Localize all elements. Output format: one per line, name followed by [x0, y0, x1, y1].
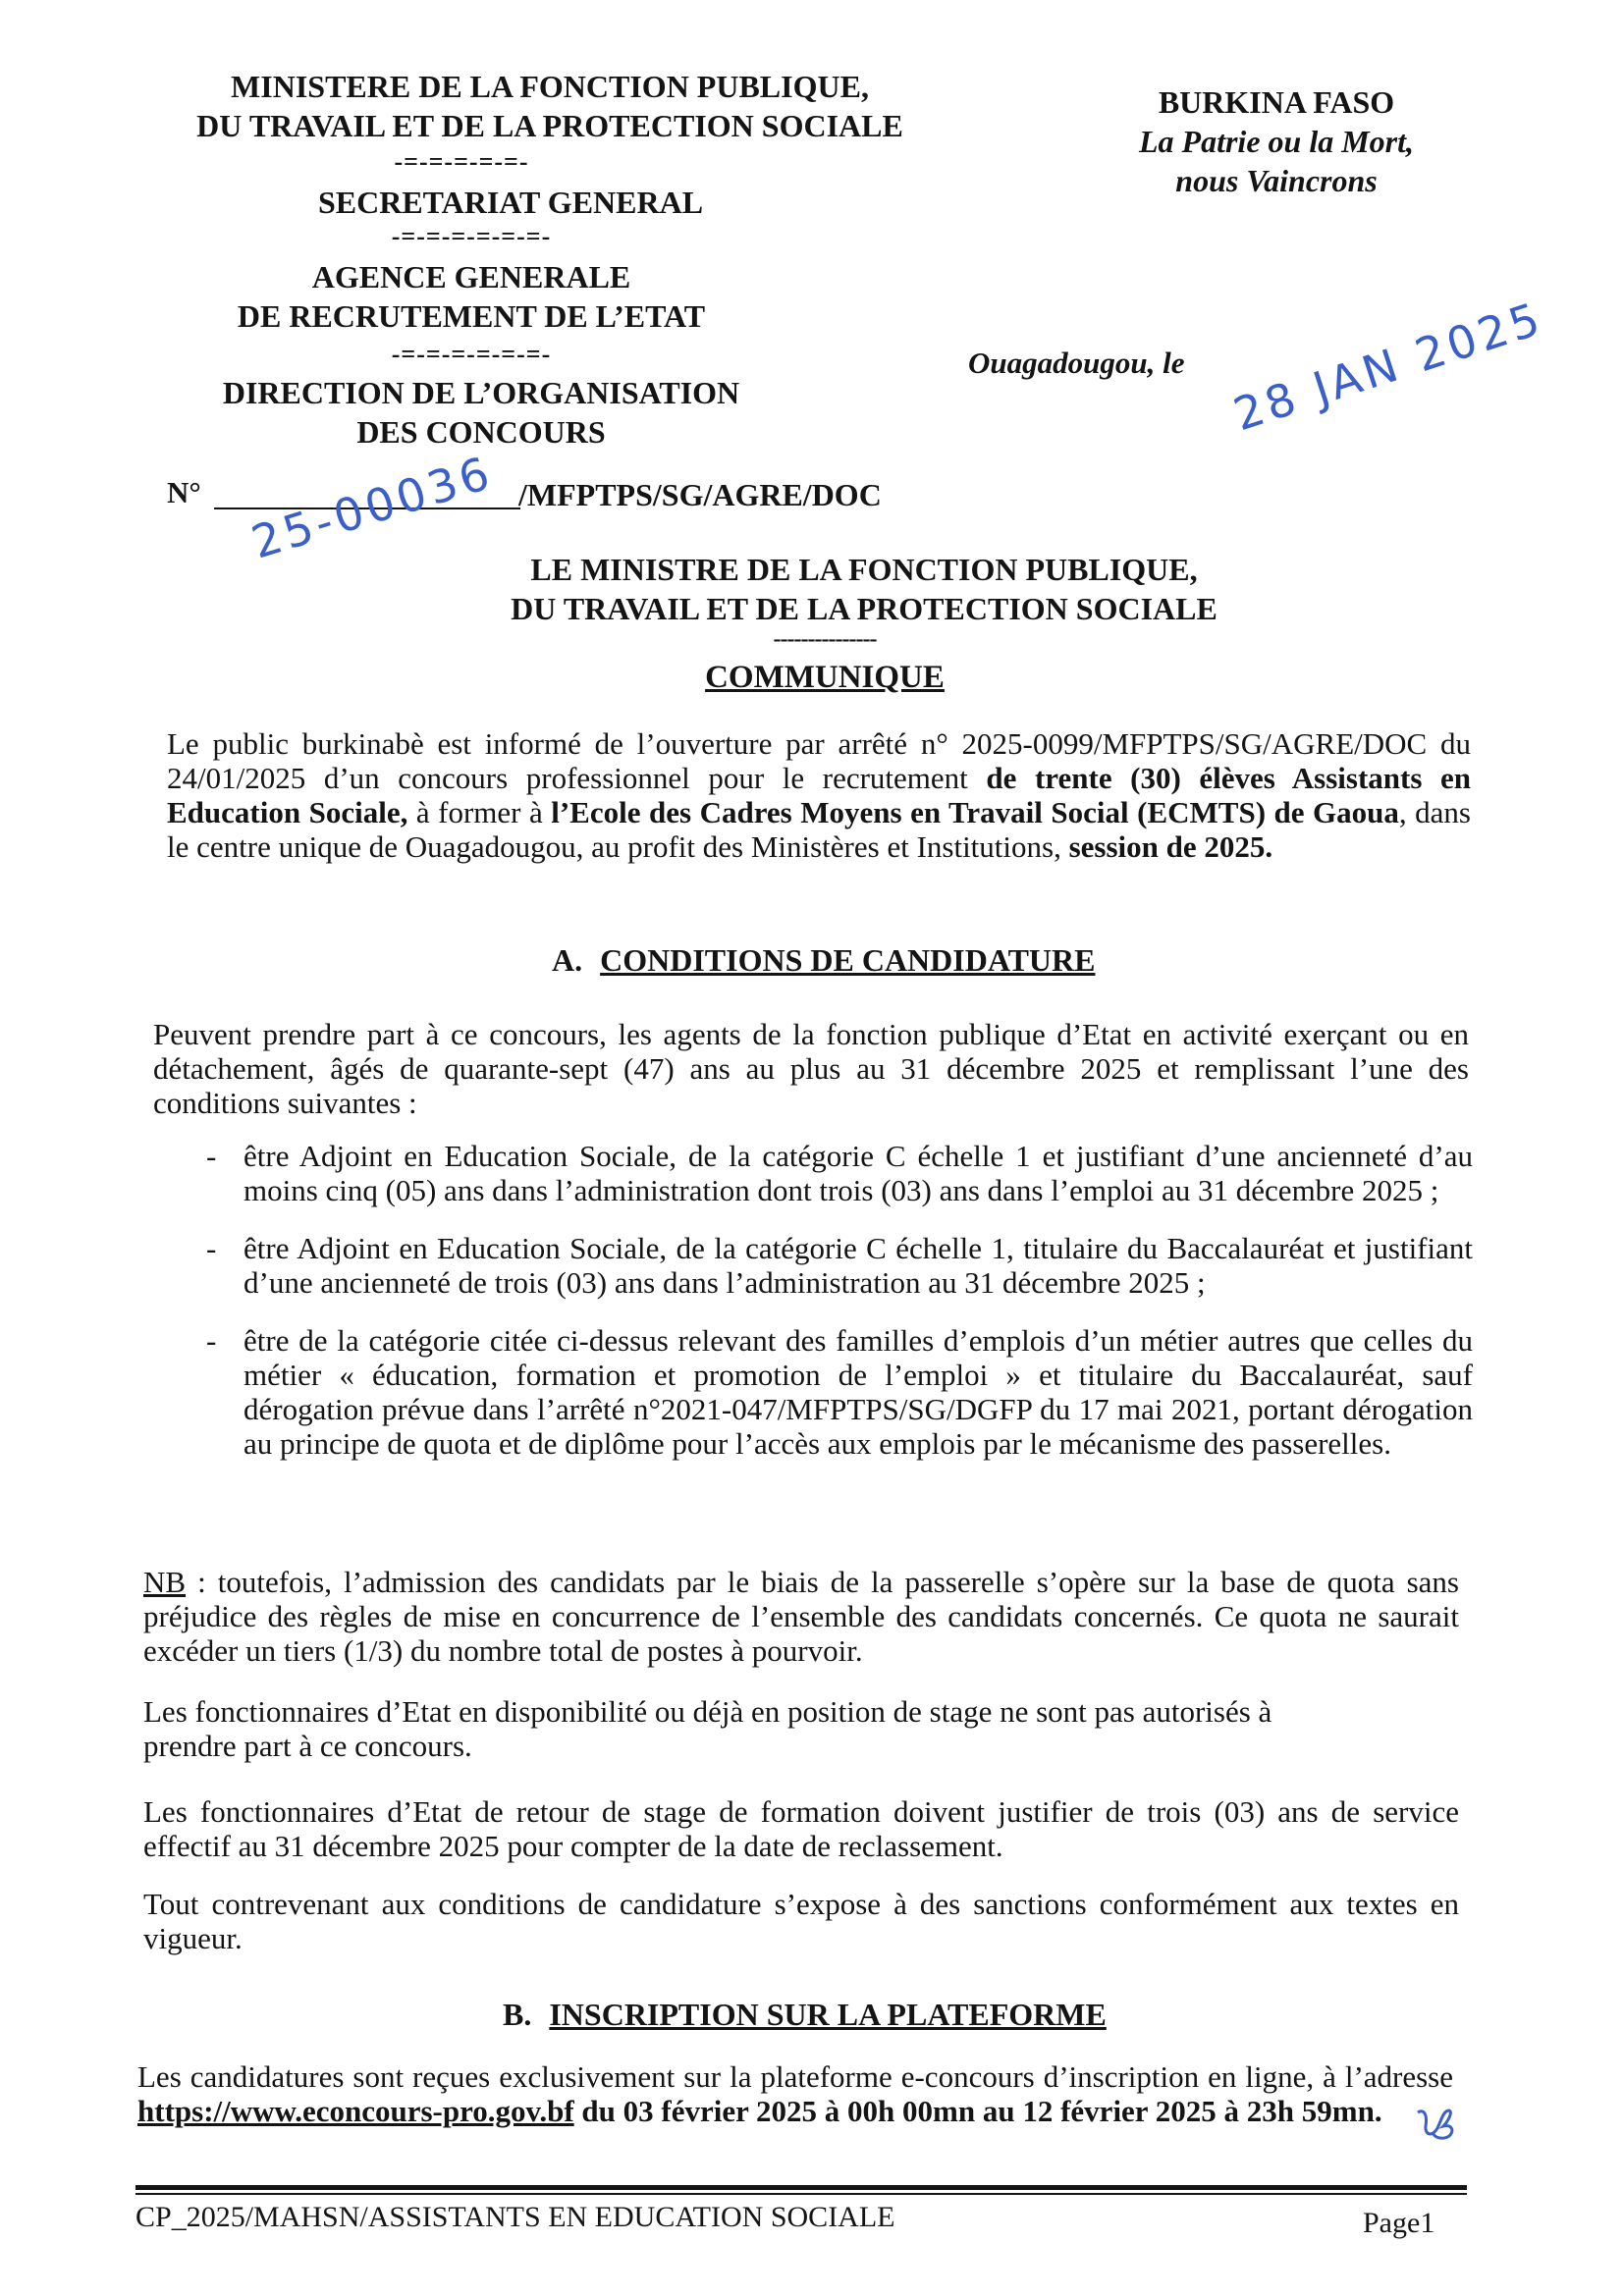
- section-a-heading: CONDITIONS DE CANDIDATURE: [600, 942, 1096, 978]
- country-name: BURKINA FASO: [1158, 84, 1395, 120]
- minister-title: [373, 550, 1355, 628]
- list-item: [206, 1323, 1473, 1461]
- section-a-letter: A.: [552, 942, 583, 978]
- section-b-letter: B.: [503, 1997, 532, 2032]
- city-date-label: Ouagadougou, le: [968, 346, 1185, 380]
- section-b-dates: du 03 février 2025 à 00h 00mn au 12 février 2025 à 23h 59mn.: [573, 2094, 1382, 2128]
- bullet-dash: -: [206, 1139, 217, 1173]
- header-left: [167, 67, 933, 145]
- nb-paragraph: [143, 1565, 1459, 1668]
- ministry-line-2: DU TRAVAIL ET DE LA PROTECTION SOCIALE: [196, 108, 903, 143]
- section-b-paragraph: [137, 2059, 1453, 2128]
- separator-3: -=-=-=-=-=-=-: [391, 340, 552, 368]
- section-b-text: Les candidatures sont reçues exclusivement sur la plateforme e-concours d’inscription en ligne, à l’adresse: [137, 2059, 1453, 2094]
- page-number: Page1: [1363, 2207, 1435, 2239]
- motto-line-1: La Patrie ou la Mort,: [1138, 124, 1414, 159]
- nb-text: : toutefois, l’admission des candidats par le biais de la passerelle s’opère sur la base de quota sans préjudice des règles de mise en concurrence de l’ensemble des candidats concernés. Ce quota ne saurait excéder un tiers (1/3) du nombre total de postes à pourvoir.: [143, 1565, 1459, 1668]
- bullet-dash: -: [206, 1231, 217, 1265]
- separator-1: -=-=-=-=-=-: [394, 147, 529, 176]
- agency-block: [216, 257, 727, 336]
- footer-rule-thick: [135, 2185, 1467, 2190]
- platform-link[interactable]: https://www.econcours-pro.gov.bf: [137, 2094, 574, 2128]
- motto-line-2: nous Vaincrons: [1175, 163, 1378, 198]
- title-separator: ---------------: [773, 626, 877, 652]
- intro-text-2: à former à: [407, 795, 552, 829]
- condition-2: être Adjoint en Education Sociale, de la catégorie C échelle 1, titulaire du Baccalauréat et justifiant d’une ancienneté de trois (03) ans dans l’administration au 31 décembre 2025 ;: [243, 1231, 1473, 1300]
- secretariat-general: SECRETARIAT GENERAL: [317, 185, 704, 220]
- sanctions-paragraph: Tout contrevenant aux conditions de candidature s’expose à des sanctions conformément aux textes en vigueur.: [143, 1887, 1459, 1955]
- condition-1: être Adjoint en Education Sociale, de la catégorie C échelle 1 et justifiant d’une ancienneté d’au moins cinq (05) ans dans l’administration dont trois (03) ans dans l’emploi au 31 décembre 2025 ;: [243, 1139, 1473, 1207]
- no-label: N°: [167, 475, 201, 509]
- disponibilite-paragraph: Les fonctionnaires d’Etat en disponibilité ou déjà en position de stage ne sont pas autorisés à prendre part à ce concours.: [143, 1694, 1272, 1763]
- minister-line-1: LE MINISTRE DE LA FONCTION PUBLIQUE,: [530, 552, 1198, 587]
- intro-bold-1: de trente (30) élèves Assistants en Education Sociale,: [167, 761, 1471, 829]
- agency-line-1: AGENCE GENERALE: [311, 259, 631, 294]
- section-a-intro: Peuvent prendre part à ce concours, les agents de la fonction publique d’Etat en activité exerçant ou en détachement, âgés de quarante-sept (47) ans au plus au 31 décembre 2025 et remplissant l’une des conditions suivantes :: [153, 1017, 1469, 1120]
- direction-block: [187, 373, 776, 452]
- reference-suffix: /MFPTPS/SG/AGRE/DOC: [518, 477, 882, 512]
- ministry-line-1: MINISTERE DE LA FONCTION PUBLIQUE,: [231, 69, 869, 104]
- intro-text-1: Le public burkinabè est informé de l’ouverture par arrêté n° 2025-0099/MFPTPS/SG/AGRE/DOC du 24/01/2025 d’un concours professionnel pour le recrutement: [167, 726, 1471, 795]
- condition-list: [206, 1139, 1473, 1461]
- agency-line-2: DE RECRUTEMENT DE L’ETAT: [237, 298, 706, 334]
- footer-reference: CP_2025/MAHSN/ASSISTANTS EN EDUCATION SOCIALE: [135, 2201, 895, 2233]
- header-right: [1100, 82, 1453, 200]
- communique-heading: [628, 660, 1021, 696]
- footer-rule-thin: [135, 2193, 1467, 2195]
- minister-line-2: DU TRAVAIL ET DE LA PROTECTION SOCIALE: [511, 591, 1217, 626]
- nb-label: NB: [143, 1565, 187, 1599]
- direction-line-2: DES CONCOURS: [356, 414, 606, 450]
- intro-bold-2: l’Ecole des Cadres Moyens en Travail Social (ECMTS) de Gaoua: [551, 795, 1399, 829]
- initials-mark: [1414, 2105, 1457, 2144]
- bullet-dash: -: [206, 1323, 217, 1358]
- section-a-title: [552, 942, 1095, 979]
- retour-paragraph: Les fonctionnaires d’Etat de retour de stage de formation doivent justifier de trois (03) ans de service effectif au 31 décembre 2025 pour compter de la date de reclassement.: [143, 1794, 1459, 1863]
- date-stamp: 28 JAN 2025: [1227, 291, 1550, 442]
- direction-line-1: DIRECTION DE L’ORGANISATION: [222, 375, 740, 410]
- list-item: [206, 1139, 1473, 1207]
- list-item: [206, 1231, 1473, 1300]
- section-b-heading: INSCRIPTION SUR LA PLATEFORME: [549, 1997, 1107, 2032]
- separator-2: -=-=-=-=-=-=-: [391, 222, 552, 250]
- condition-3: être de la catégorie citée ci-dessus relevant des familles d’emplois d’un métier autres que celles du métier « éducation, formation et promotion de l’emploi » et titulaire du Baccalauréat, sauf dérogation prévue dans l’arrêté n°2021-047/MFPTPS/SG/DGFP du 17 mai 2021, portant dérogation au principe de quota et de diplôme pour l’accès aux emplois par le mécanisme des passerelles.: [243, 1323, 1473, 1461]
- communique-text: COMMUNIQUE: [705, 660, 945, 695]
- intro-paragraph: [167, 726, 1471, 864]
- intro-text-3: , dans le centre unique de Ouagadougou, au profit des Ministères et Institutions,: [167, 795, 1471, 864]
- number-stamp: 25-00036: [245, 445, 500, 569]
- section-b-title: [503, 1997, 1107, 2033]
- intro-bold-3: session de 2025.: [1068, 829, 1273, 864]
